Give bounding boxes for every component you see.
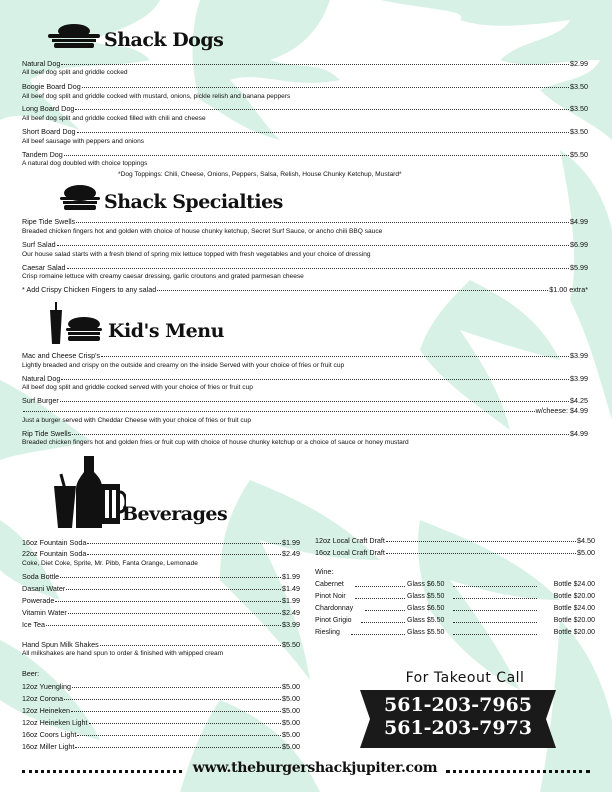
wine-item: Pinot Grigio Glass $5.50 Bottle $20.00	[315, 617, 595, 624]
toppings-note: *Dog Toppings: Chili, Cheese, Onions, Peppers, Salsa, Relish, House Chunky Ketchup, Mustard*	[118, 171, 402, 178]
takeout-phone-2[interactable]: 561-203-7973	[384, 717, 532, 739]
menu-item: Mac and Cheese Crisp's $3.99	[22, 351, 588, 360]
item-description: All beef dog split and griddle cocked	[22, 69, 128, 76]
kids-meal-icon	[46, 300, 104, 346]
soda-flavors: Coke, Diet Coke, Sprite, Mr. Pibb, Fanta Orange, Lemonade	[22, 560, 198, 567]
item-description: Our house salad starts with a fresh blend of spring mix lettuce topped with fresh vegetables and your choice of dressing	[22, 251, 371, 258]
beer-item: 16oz Coors Light $5.00	[22, 730, 300, 739]
menu-item: Natural Dog $2.99	[22, 59, 588, 68]
wine-item: Cabernet Glass $6.50 Bottle $24.00	[315, 581, 595, 588]
beverage-item: Soda Bottle $1.99	[22, 572, 300, 581]
item-description: All beef dog split and griddle cocked served with your choice of fries or fruit cup	[22, 384, 253, 391]
shakes-item: Hand Spun Milk Shakes $5.50	[22, 640, 300, 649]
menu-item: Ripe Tide Swells $4.99	[22, 217, 588, 226]
menu-item: Surf Burger $4.25	[22, 396, 588, 405]
beverages-icon	[50, 454, 126, 530]
item-description: Lightly breaded and crispy on the outside and creamy on the inside Served with your choice of fries or fruit cup	[22, 362, 345, 369]
beverage-item: Ice Tea $3.99	[22, 620, 300, 629]
menu-item: Short Board Dog $3.50	[22, 127, 588, 136]
wine-label: Wine:	[315, 567, 334, 576]
item-description: All beef dog split and griddle cocked with mustard, onions, pickle relish and banana peppers	[22, 93, 291, 100]
beverage-item: Powerade $1.99	[22, 596, 300, 605]
shack-dogs-title: Shack Dogs	[104, 29, 224, 51]
menu-item: Rip Tide Swells $4.99	[22, 429, 588, 438]
wine-item: Pinot Noir Glass $5.50 Bottle $20.00	[315, 593, 595, 600]
menu-item-extra: w/cheese: $4.99	[22, 406, 588, 415]
menu-item: Tandem Dog $5.50	[22, 150, 588, 159]
item-description: All beef dog split and griddle cocked filled with chili and cheese	[22, 115, 206, 122]
craft-item: 16oz Local Craft Draft $5.00	[315, 548, 595, 557]
beverage-item: Dasani Water $1.49	[22, 584, 300, 593]
beer-item: 12oz Yuengling $5.00	[22, 682, 300, 691]
footer-divider-right	[446, 770, 590, 773]
wine-item: Chardonnay Glass $6.50 Bottle $24.00	[315, 605, 595, 612]
menu-item: Long Board Dog $3.50	[22, 104, 588, 113]
item-description: All beef sausage with peppers and onions	[22, 138, 145, 145]
footer-divider-left	[22, 770, 182, 773]
beer-item: 16oz Miller Light $5.00	[22, 742, 300, 751]
beverages-title: Beverages	[122, 503, 228, 525]
beer-item: 12oz Corona $5.00	[22, 694, 300, 703]
menu-item: Surf Salad $6.99	[22, 240, 588, 249]
beer-item: 12oz Heineken $5.00	[22, 706, 300, 715]
beverage-item: Vitamin Water $2.49	[22, 608, 300, 617]
takeout-label: For Takeout Call	[405, 670, 525, 686]
menu-item: Boogie Board Dog $3.50	[22, 82, 588, 91]
item-description: Just a burger served with Cheddar Cheese with your choice of fries or fruit cup	[22, 417, 252, 424]
menu-item: Natural Dog $3.99	[22, 374, 588, 383]
beer-label: Beer:	[22, 669, 40, 678]
shakes-description: All milkshakes are hand spun to order & finished with whipped cream	[22, 650, 224, 657]
hot-dog-icon	[46, 22, 102, 50]
shack-specialties-title: Shack Specialties	[104, 191, 283, 213]
beverage-item: 16oz Fountain Soda $1.99	[22, 538, 300, 547]
burger-icon	[58, 184, 102, 212]
wine-item: Riesling Glass $5.50 Bottle $20.00	[315, 629, 595, 636]
takeout-phone-1[interactable]: 561-203-7965	[384, 694, 532, 716]
craft-item: 12oz Local Craft Draft $4.50	[315, 536, 595, 545]
website-link[interactable]: www.theburgershackjupiter.com	[192, 760, 438, 776]
addon-item: * Add Crispy Chicken Fingers to any salad $1.00 extra*	[22, 285, 588, 294]
beer-item: 12oz Heineken Light $5.00	[22, 718, 300, 727]
item-description: Breaded chicken fingers hot and golden fries or fruit cup with choice of house chunky ketchup or a choice of sauce or honey mustard	[22, 439, 409, 446]
kids-menu-title: Kid's Menu	[108, 320, 224, 342]
item-description: Breaded chicken fingers hot and golden with choice of house chunky ketchup, Secret Surf Sauce, or ancho chili BBQ sauce	[22, 228, 383, 235]
beverage-item: 22oz Fountain Soda $2.49	[22, 549, 300, 558]
item-description: A natural dog doubled with choice toppings	[22, 160, 148, 167]
menu-item: Caesar Salad $5.99	[22, 263, 588, 272]
item-description: Crisp romaine lettuce with creamy caesar dressing, garlic croutons and grated parmesan cheese	[22, 273, 304, 280]
